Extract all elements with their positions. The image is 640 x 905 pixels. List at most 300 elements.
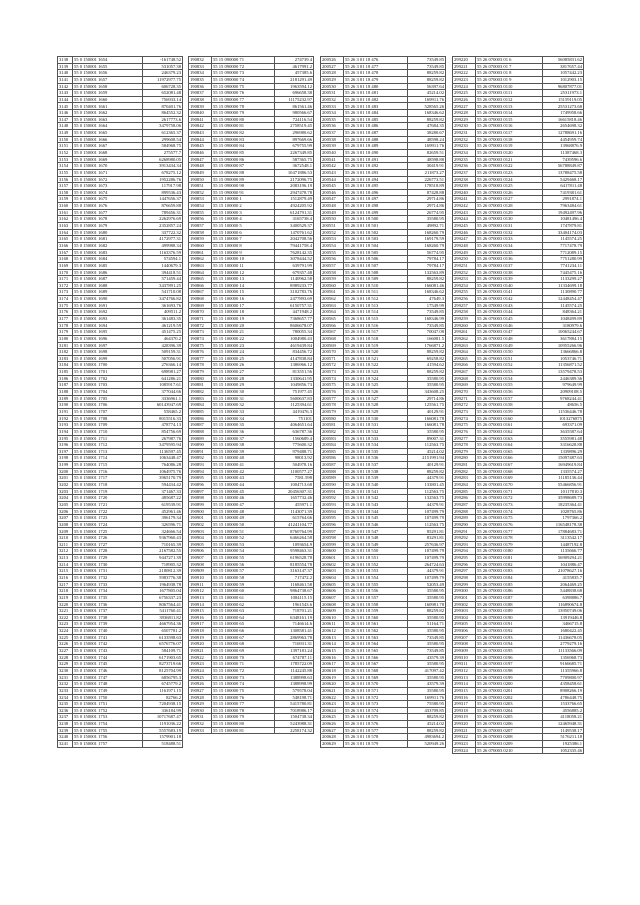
row-value: 2352857.24 <box>143 223 183 230</box>
row-id: 200539 <box>321 143 344 150</box>
row-id: 200626 <box>321 721 344 728</box>
table-row <box>189 389 314 396</box>
table-row <box>453 501 584 508</box>
row-value: 29714.86 <box>408 203 446 210</box>
row-id: 299255 <box>453 289 476 296</box>
row-id: 190895 <box>189 475 212 482</box>
row-id: 190913 <box>189 594 212 601</box>
row-id: 190901 <box>189 515 212 522</box>
table-row <box>189 223 314 230</box>
row-value: 9367960.43 <box>143 535 183 542</box>
row-code: 55 0 150001 1664 <box>73 123 143 130</box>
row-id: 299266 <box>453 362 476 369</box>
row-id: 299237 <box>453 169 476 176</box>
table-row <box>189 123 314 130</box>
row-id: 3187 <box>58 382 73 389</box>
table-row <box>189 110 314 117</box>
row-id: 190851 <box>189 183 212 190</box>
row-code: 55 0 150001 1696 <box>73 335 143 342</box>
row-id: 3238 <box>58 721 73 728</box>
row-value: 7018986.17 <box>275 707 314 714</box>
table-row <box>189 156 314 163</box>
row-value: 116548178.38 <box>543 521 584 528</box>
row-code: 55 0 150001 1737 <box>73 608 143 615</box>
table-row <box>189 508 314 515</box>
row-value: 13579478.53 <box>543 369 584 376</box>
row-value: 4118058.21 <box>543 714 584 721</box>
row-code: 55 26 3 01 18 536 <box>344 455 408 462</box>
row-value: 125561.75 <box>408 402 446 409</box>
row-value: 1064975.76 <box>143 468 183 475</box>
table-row <box>58 335 183 342</box>
row-code: 55 26 070003 0197 <box>476 661 543 668</box>
row-id: 299230 <box>453 123 476 130</box>
row-id: 200616 <box>321 654 344 661</box>
row-code: 55 26 3 01 18 496 <box>344 189 408 196</box>
row-id: 200565 <box>321 315 344 322</box>
row-value: 452961.46 <box>143 508 183 515</box>
row-code: 55 26 3 01 18 555 <box>344 581 408 588</box>
row-code: 55 26 3 01 18 540 <box>344 482 408 489</box>
row-value: 79784.17 <box>408 262 446 269</box>
row-id: 200561 <box>321 289 344 296</box>
table-row <box>58 508 183 515</box>
row-value: 2172096.75 <box>275 176 314 183</box>
row-id: 299232 <box>453 136 476 143</box>
row-value: 1191036.22 <box>143 721 183 728</box>
row-id: 190931 <box>189 714 212 721</box>
table-row <box>58 296 183 303</box>
table-row <box>58 110 183 117</box>
row-value: 417097.42 <box>408 667 446 674</box>
row-value: 10065244.67 <box>543 329 584 336</box>
row-value: 2181291.49 <box>275 76 314 83</box>
row-value: 35580.95 <box>408 614 446 621</box>
row-code: 55 26 070003 0148 <box>476 335 543 342</box>
table-row <box>321 681 446 688</box>
row-id: 299307 <box>453 634 476 641</box>
table-row <box>58 727 183 734</box>
row-value: 48656.5 <box>543 402 584 409</box>
table-row <box>453 508 584 515</box>
row-value: 40129.91 <box>408 462 446 469</box>
row-value: 10117810.3 <box>543 488 584 495</box>
row-id: 190842 <box>189 123 212 130</box>
row-value: 485687.22 <box>143 495 183 502</box>
row-code: 55 15 090000 73 <box>212 70 275 77</box>
table-row <box>321 176 446 183</box>
table-row <box>189 269 314 276</box>
row-value: 35998689.73 <box>543 495 584 502</box>
table-row <box>453 541 584 548</box>
table-row <box>189 714 314 721</box>
row-id: 299309 <box>453 648 476 655</box>
row-value: 73549.85 <box>408 648 446 655</box>
table-row <box>58 329 183 336</box>
row-code: 55 26 070003 0154 <box>476 375 543 382</box>
row-id: 3172 <box>58 282 73 289</box>
row-id: 200527 <box>321 63 344 70</box>
table-row <box>58 687 183 694</box>
row-id: 299313 <box>453 674 476 681</box>
row-id: 200557 <box>321 262 344 269</box>
row-id: 299244 <box>453 216 476 223</box>
row-code: 55 26 3 01 18 545 <box>344 515 408 522</box>
row-id: 299226 <box>453 96 476 103</box>
row-value: 45214.02 <box>408 90 446 97</box>
row-id: 200543 <box>321 169 344 176</box>
row-value: 29714.86 <box>408 395 446 402</box>
row-value: 45214.02 <box>408 721 446 728</box>
row-value: 44379.91 <box>408 475 446 482</box>
row-id: 299316 <box>453 694 476 701</box>
table-row <box>453 143 584 150</box>
row-value: 428396.39 <box>143 342 183 349</box>
row-id: 3190 <box>58 402 73 409</box>
row-code: 55 15 100000 49 <box>212 515 275 522</box>
row-code: 55 0 150001 1660 <box>73 96 143 103</box>
row-value: 1335574.27 <box>543 468 584 475</box>
row-id: 3139 <box>58 63 73 70</box>
table-row <box>453 362 584 369</box>
row-value: 35580.95 <box>408 382 446 389</box>
row-id: 3151 <box>58 143 73 150</box>
row-code: 55 26 3 01 18 507 <box>344 262 408 269</box>
row-code: 55 15 100000 63 <box>212 608 275 615</box>
row-code: 55 26 070003 0196 <box>476 654 543 661</box>
row-code: 55 15 100000 71 <box>212 661 275 668</box>
row-code: 55 0 150001 1656 <box>73 70 143 77</box>
row-code: 55 26 3 01 18 502 <box>344 229 408 236</box>
row-id: 190908 <box>189 561 212 568</box>
row-id: 190858 <box>189 229 212 236</box>
row-value: 26774.95 <box>408 209 446 216</box>
row-value: 854756.69 <box>143 428 183 435</box>
row-id: 3161 <box>58 209 73 216</box>
row-id: 200573 <box>321 369 344 376</box>
row-value: 6171903.65 <box>143 654 183 661</box>
table-row <box>453 229 584 236</box>
row-code: 55 26 3 01 18 565 <box>344 648 408 655</box>
row-code: 55 26 3 01 18 561 <box>344 621 408 628</box>
table-row <box>189 482 314 489</box>
row-value: 3817657.44 <box>543 63 584 70</box>
row-code: 55 26 070003 0133 <box>476 236 543 243</box>
row-id: 299260 <box>453 322 476 329</box>
row-id: 299241 <box>453 196 476 203</box>
row-value: 1470761.62 <box>275 229 314 236</box>
row-code: 55 26 070003 0198 <box>476 667 543 674</box>
row-code: 55 26 070003 0130 <box>476 216 543 223</box>
row-code: 55 15 100000 42 <box>212 468 275 475</box>
row-code: 55 15 100000 18 <box>212 309 275 316</box>
row-value: 169911.76 <box>408 96 446 103</box>
row-value: 1925386.1 <box>543 740 584 747</box>
row-value: 107499.79 <box>408 548 446 555</box>
table-row <box>189 588 314 595</box>
table-row <box>321 156 446 163</box>
table-row <box>321 694 446 701</box>
row-id: 200596 <box>321 521 344 528</box>
row-value: 35580.95 <box>408 641 446 648</box>
row-id: 190867 <box>189 289 212 296</box>
row-code: 55 26 070003 0113 <box>476 103 543 110</box>
row-value: 69258.82 <box>408 355 446 362</box>
table-row <box>321 621 446 628</box>
row-id: 190890 <box>189 442 212 449</box>
row-code: 55 15 100000 25 <box>212 355 275 362</box>
row-value: 112563.75 <box>408 521 446 528</box>
row-id: 200580 <box>321 415 344 422</box>
row-value: 276366.14 <box>143 362 183 369</box>
row-code: 55 0 150001 1677 <box>73 209 143 216</box>
row-code: 55 0 150001 1654 <box>73 57 143 64</box>
table-row <box>453 236 584 243</box>
row-code: 55 26 070003 01 6 <box>476 57 543 64</box>
table-row <box>453 422 584 429</box>
row-value: 834456.72 <box>275 349 314 356</box>
row-id: 200563 <box>321 302 344 309</box>
row-id: 190909 <box>189 568 212 575</box>
row-code: 55 26 070003 0182 <box>476 561 543 568</box>
row-code: 55 15 090000 80 <box>212 116 275 123</box>
row-code: 55 15 100000 21 <box>212 329 275 336</box>
row-value: 478774.13 <box>143 422 183 429</box>
row-value: 1533766.65 <box>543 701 584 708</box>
row-value: 18235364.41 <box>543 501 584 508</box>
row-id: 200624 <box>321 707 344 714</box>
row-id: 200607 <box>321 594 344 601</box>
table-row <box>58 282 183 289</box>
row-code: 55 26 070003 0124 <box>476 176 543 183</box>
row-value: 47684.35 <box>408 123 446 130</box>
row-value: 394418.51 <box>143 269 183 276</box>
row-value: 25531273.68 <box>543 103 584 110</box>
row-value: 9768244.41 <box>543 395 584 402</box>
row-id: 200584 <box>321 442 344 449</box>
table-row <box>58 455 183 462</box>
row-id: 3180 <box>58 335 73 342</box>
row-code: 55 26 070003 0146 <box>476 322 543 329</box>
row-id: 190888 <box>189 428 212 435</box>
row-value: 674787.11 <box>275 654 314 661</box>
row-value: 3913434.34 <box>143 163 183 170</box>
table-row <box>58 714 183 721</box>
row-id: 299243 <box>453 209 476 216</box>
table-row <box>58 488 183 495</box>
table-row <box>58 435 183 442</box>
table-row <box>453 442 584 449</box>
row-value: 1013276875 <box>543 415 584 422</box>
row-code: 55 26 3 01 18 532 <box>344 428 408 435</box>
row-id: 200625 <box>321 714 344 721</box>
row-id: 3186 <box>58 375 73 382</box>
row-id: 190844 <box>189 136 212 143</box>
row-value: 7712089.15 <box>543 249 584 256</box>
row-id: 200528 <box>321 70 344 77</box>
table-row <box>189 667 314 674</box>
row-code: 55 26 070003 0208 <box>476 734 543 741</box>
table-row <box>321 455 446 462</box>
table-row <box>321 727 446 734</box>
table-row <box>453 548 584 555</box>
row-value: 41241104.77 <box>275 521 314 528</box>
table-row <box>453 203 584 210</box>
row-id: 3171 <box>58 276 73 283</box>
row-value: 267987.76 <box>143 435 183 442</box>
row-id: 3232 <box>58 681 73 688</box>
table-row <box>189 521 314 528</box>
row-id: 299277 <box>453 435 476 442</box>
table-row <box>453 96 584 103</box>
table-row <box>58 57 183 64</box>
row-id: 3155 <box>58 169 73 176</box>
row-value: 168260.79 <box>408 229 446 236</box>
row-id: 190864 <box>189 269 212 276</box>
row-code: 55 26 070003 0205 <box>476 714 543 721</box>
row-value: 107499.79 <box>408 508 446 515</box>
row-code: 55 15 100000 38 <box>212 442 275 449</box>
row-value: 718701.21 <box>275 608 314 615</box>
row-id: 299224 <box>453 83 476 90</box>
row-code: 55 26 3 01 18 544 <box>344 508 408 515</box>
table-row <box>321 402 446 409</box>
row-code: 55 15 100000 17 <box>212 302 275 309</box>
row-code: 55 0 150001 1732 <box>73 574 143 581</box>
row-value: 1339896.29 <box>543 448 584 455</box>
table-row <box>321 574 446 581</box>
row-value: 83291.81 <box>408 535 446 542</box>
row-id: 3191 <box>58 408 73 415</box>
row-value: 1504738.34 <box>275 714 314 721</box>
table-row <box>189 136 314 143</box>
row-code: 55 0 150001 1693 <box>73 315 143 322</box>
row-value: 7581.598 <box>275 475 314 482</box>
table-row <box>453 402 584 409</box>
row-value: 2180812.39 <box>143 568 183 575</box>
row-id: 299289 <box>453 515 476 522</box>
row-code: 55 0 150001 1700 <box>73 362 143 369</box>
table-row <box>189 276 314 283</box>
row-value: 571459.44 <box>143 276 183 283</box>
row-id: 299270 <box>453 389 476 396</box>
row-id: 3198 <box>58 455 73 462</box>
row-id: 200617 <box>321 661 344 668</box>
row-value: 7709800.97 <box>543 674 584 681</box>
row-id: 3219 <box>58 594 73 601</box>
table-row <box>58 601 183 608</box>
row-code: 55 26 070003 01 7 <box>476 63 543 70</box>
table-row <box>453 315 584 322</box>
row-code: 55 26 070003 0191 <box>476 621 543 628</box>
row-code: 55 15 090000 89 <box>212 176 275 183</box>
row-value: 13919446.8 <box>543 614 584 621</box>
row-value: 3102783.76 <box>275 289 314 296</box>
row-id: 190918 <box>189 628 212 635</box>
table-row <box>453 130 584 137</box>
row-id: 190917 <box>189 621 212 628</box>
row-id: 3200 <box>58 468 73 475</box>
row-id: 3162 <box>58 216 73 223</box>
table-row <box>189 694 314 701</box>
row-code: 55 15 100000 3 <box>212 209 275 216</box>
row-code: 55 26 070003 0140 <box>476 282 543 289</box>
table-row <box>189 355 314 362</box>
row-value: 1149538.17 <box>543 727 584 734</box>
table-row <box>321 355 446 362</box>
table-row <box>58 149 183 156</box>
row-value: 520949.26 <box>408 740 446 747</box>
row-id: 200574 <box>321 375 344 382</box>
row-code: 55 26 070003 0123 <box>476 169 543 176</box>
row-code: 55 0 150001 1730 <box>73 561 143 568</box>
table-row <box>321 223 446 230</box>
row-code: 55 26 070003 0164 <box>476 442 543 449</box>
row-id: 3146 <box>58 110 73 117</box>
table-row <box>58 462 183 469</box>
row-id: 190871 <box>189 315 212 322</box>
table-row <box>453 574 584 581</box>
row-id: 299245 <box>453 223 476 230</box>
table-row <box>189 196 314 203</box>
table-row <box>189 176 314 183</box>
row-code: 55 0 150001 1723 <box>73 515 143 522</box>
row-code: 55 0 150001 1711 <box>73 435 143 442</box>
table-row <box>321 588 446 595</box>
row-id: 190910 <box>189 574 212 581</box>
row-code: 55 26 3 01 18 533 <box>344 435 408 442</box>
table-row <box>189 721 314 728</box>
row-id: 200542 <box>321 163 344 170</box>
row-code: 55 26 3 01 18 567 <box>344 661 408 668</box>
table-row <box>321 714 446 721</box>
row-id: 200618 <box>321 667 344 674</box>
table-row <box>189 402 314 409</box>
row-code: 55 26 070003 0157 <box>476 395 543 402</box>
row-value: 56909294.21 <box>543 555 584 562</box>
row-value: 3479758.06 <box>143 123 183 130</box>
row-value: 73549.85 <box>408 322 446 329</box>
row-code: 55 26 070003 0177 <box>476 528 543 535</box>
row-id: 190906 <box>189 548 212 555</box>
row-value: 464370.2 <box>143 335 183 342</box>
row-code: 55 26 3 01 18 549 <box>344 541 408 548</box>
table-row <box>453 614 584 621</box>
row-code: 55 26 070003 0185 <box>476 581 543 588</box>
table-row <box>321 236 446 243</box>
row-id: 299324 <box>453 747 476 754</box>
table-row <box>453 435 584 442</box>
row-id: 3235 <box>58 701 73 708</box>
row-id: 299278 <box>453 442 476 449</box>
row-id: 3227 <box>58 648 73 655</box>
table-row <box>189 236 314 243</box>
table-row <box>58 169 183 176</box>
row-id: 299249 <box>453 249 476 256</box>
row-value: 5243988.31 <box>275 721 314 728</box>
row-value: 6745779.2 <box>143 681 183 688</box>
row-code: 55 26 070003 0206 <box>476 721 543 728</box>
row-value: 751977.45 <box>275 389 314 396</box>
row-id: 190884 <box>189 402 212 409</box>
table-row <box>58 322 183 329</box>
table-row <box>453 349 584 356</box>
row-id: 3152 <box>58 149 73 156</box>
table-block-2 <box>188 56 314 734</box>
row-code: 55 26 070003 0125 <box>476 183 543 190</box>
row-id: 190833 <box>189 63 212 70</box>
row-id: 190872 <box>189 322 212 329</box>
